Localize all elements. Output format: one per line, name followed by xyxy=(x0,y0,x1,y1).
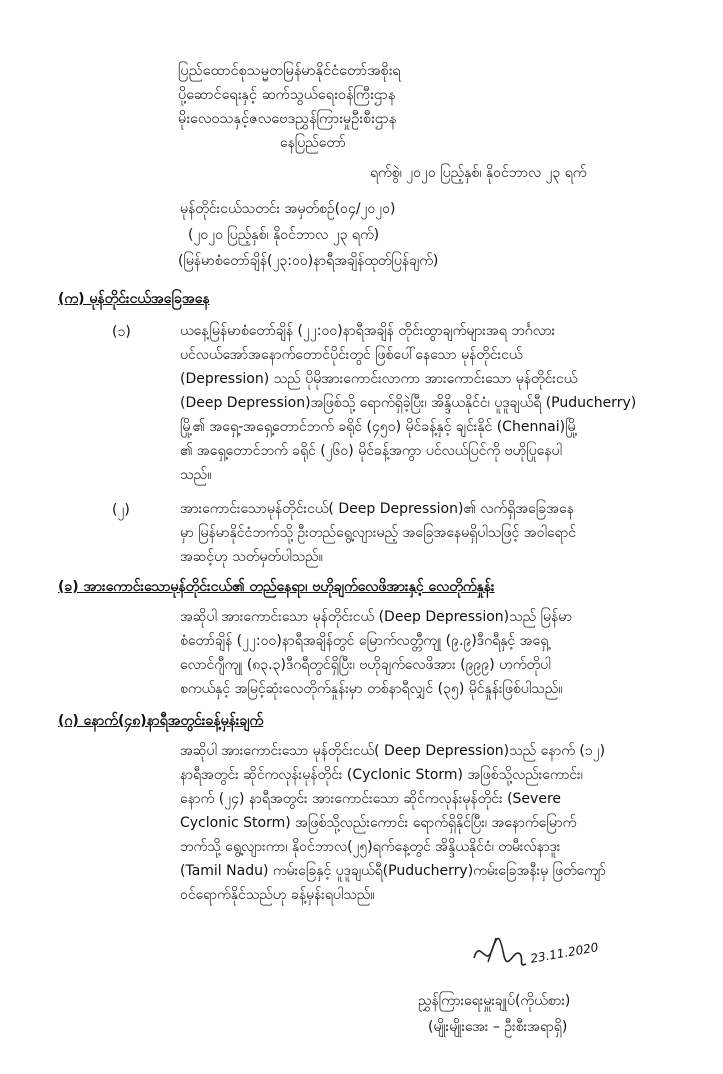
section-a-p2-line: မှာ မြန်မာနိုင်ငံဘက်သို့ ဦးတည်ရွေ့လျားမည့် အခြေအနေမရှိပါသဖြင့် အဝါရောင် xyxy=(180,525,577,541)
section-c-heading: (ဂ) နောက်(၄၈)နာရီအတွင်းခန့်မှန်းချက် xyxy=(58,713,264,729)
section-c-line: အဆိုပါ အားကောင်းသော မုန်တိုင်းငယ်( Deep Depression)သည် နောက် (၁၂) xyxy=(180,743,606,759)
section-a-p1-line: (Depression) သည် ပိုမိုအားကောင်းလာကာ အားကောင်းသော မုန်တိုင်းငယ် xyxy=(180,371,578,387)
section-a-p2-number: (၂) xyxy=(112,502,130,518)
section-b-line: စကယ်နှင့် အမြင့်ဆုံးလေတိုက်နှုန်းမှာ တစ်နာရီလျှင် (၃၅) မိုင်နှုန်းဖြစ်ပါသည်။ xyxy=(180,681,563,697)
header-department: မိုးလေဝသနှင့်ဇလဗေဒညွှန်ကြားမှုဦးစီးဌာန xyxy=(178,111,397,127)
header-government: ပြည်ထောင်စုသမ္မတမြန်မာနိုင်ငံတော်အစိုးရ xyxy=(178,63,401,79)
bulletin-date: (၂၀၂၀ ပြည့်နှစ်၊ နိုဝင်ဘာလ ၂၃ ရက်) xyxy=(188,227,380,243)
section-b-line: အဆိုပါ အားကောင်းသော မုန်တိုင်းငယ် (Deep Depression)သည် မြန်မာ xyxy=(180,609,572,625)
section-c-line: ဝင်ရောက်နိုင်သည်ဟု ခန့်မှန်းရပါသည်။ xyxy=(180,887,375,903)
section-b-heading: (ခ) အားကောင်းသောမုန်တိုင်းငယ်၏ တည်နေရာ၊ ဗဟိုချက်လေဖိအားနှင့် လေတိုက်နှုန်း xyxy=(58,579,495,595)
section-a-p1-number: (၁) xyxy=(112,324,131,340)
bulletin-number: မုန်တိုင်းငယ်သတင်း အမှတ်စဉ်(၀၄/၂၀၂၀) xyxy=(180,201,396,217)
section-c-line: ဘက်သို့ ရွေ့လျားကာ၊ နိုဝင်ဘာလ(၂၅)ရက်နေ့တွင် အိန္ဒိယနိုင်ငံ၊ တမီးလ်နာဒူး xyxy=(180,839,561,855)
header-date: ရက်စွဲ၊ ၂၀၂၀ ပြည့်နှစ်၊ နိုဝင်ဘာလ ၂၃ ရက် xyxy=(370,165,587,181)
section-a-p1-line: ယနေ့မြန်မာစံတော်ချိန် (၂၂:၀၀)နာရီအချိန် တိုင်းထွာချက်များအရ ဘင်္ဂလား xyxy=(180,323,556,339)
header-ministry: ပို့ဆောင်ရေးနှင့် ဆက်သွယ်ရေးဝန်ကြီးဌာန xyxy=(178,87,396,103)
section-a-p2-line: အဆင့်ဟု သတ်မှတ်ပါသည်။ xyxy=(180,549,323,565)
section-c-line: (Tamil Nadu) ကမ်းခြေနှင့် ပူဒူချယ်ရီ(Puducherry)ကမ်းခြေအနီးမှ ဖြတ်ကျော် xyxy=(180,863,606,879)
header-city: နေပြည်တော် xyxy=(280,135,346,151)
section-a-p1-line: မြို့၏ အရှေ့-အရှေ့တောင်ဘက် ခရိုင် (၄၅၀) မိုင်ခန့်နှင့် ချင်းနိုင် (Chennai)မြို့ xyxy=(180,419,578,435)
section-a-p1-line: သည်။ xyxy=(180,467,212,483)
signatory-name: (မျိုးမျိုးအေး – ဦးစီးအရာရှိ) xyxy=(428,1019,568,1035)
section-a-p1-line: (Deep Depression)အဖြစ်သို့ ရောက်ရှိခဲ့ပြီး၊ အိန္ဒိယနိုင်ငံ၊ ပူဒူချယ်ရီ (Puducherry) xyxy=(180,395,637,411)
section-c-line: Cyclonic Storm) အဖြစ်သို့လည်းကောင်း ရောက်ရှိနိုင်ပြီး၊ အနောက်မြောက် xyxy=(180,815,577,831)
section-b-line: စံတော်ချိန် (၂၂:၀၀)နာရီအချိန်တွင် မြောက်လတ္တီကျု (၉.၉)ဒီဂရီနှင့် အရှေ့ xyxy=(180,633,549,649)
section-a-heading: (က) မုန်တိုင်းငယ်အခြေအနေ xyxy=(58,291,210,307)
section-b-line: လောင်ဂျီကျု (၈၃.၃)ဒီဂရီတွင်ရှိပြီး၊ ဗဟိုချက်လေဖိအား (၉၉၉) ဟက်တိုပါ xyxy=(180,657,551,673)
signature-date: 23.11.2020 xyxy=(529,940,600,966)
section-a-p2-line: အားကောင်းသောမုန်တိုင်းငယ်( Deep Depression)၏ လက်ရှိအခြေအနေ xyxy=(180,501,574,517)
section-a-p1-line: ၏ အရှေ့တောင်ဘက် ခရိုင် (၂၆၀) မိုင်ခန့်အကွာ ပင်လယ်ပြင်ကို ဗဟိုပြုနေပါ xyxy=(180,443,562,459)
section-c-line: နောက် (၂၄) နာရီအတွင်း အားကောင်းသော ဆိုင်ကလုန်းမုန်တိုင်း (Severe xyxy=(180,791,562,807)
bulletin-issue-time: (မြန်မာစံတော်ချိန်(၂၃:၀၀)နာရီအချိန်ထုတ်ပြန်ချက်) xyxy=(178,253,439,269)
section-c-line: နာရီအတွင်း ဆိုင်ကလုန်းမုန်တိုင်း (Cyclonic Storm) အဖြစ်သို့လည်းကောင်း၊ xyxy=(180,767,583,783)
section-a-p1-line: ပင်လယ်အော်အနောက်တောင်ပိုင်းတွင် ဖြစ်ပေါ်နေသော မုန်တိုင်းငယ် xyxy=(180,347,523,363)
signatory-title: ညွှန်ကြားရေးမှူးချုပ်(ကိုယ်စား) xyxy=(418,993,571,1009)
